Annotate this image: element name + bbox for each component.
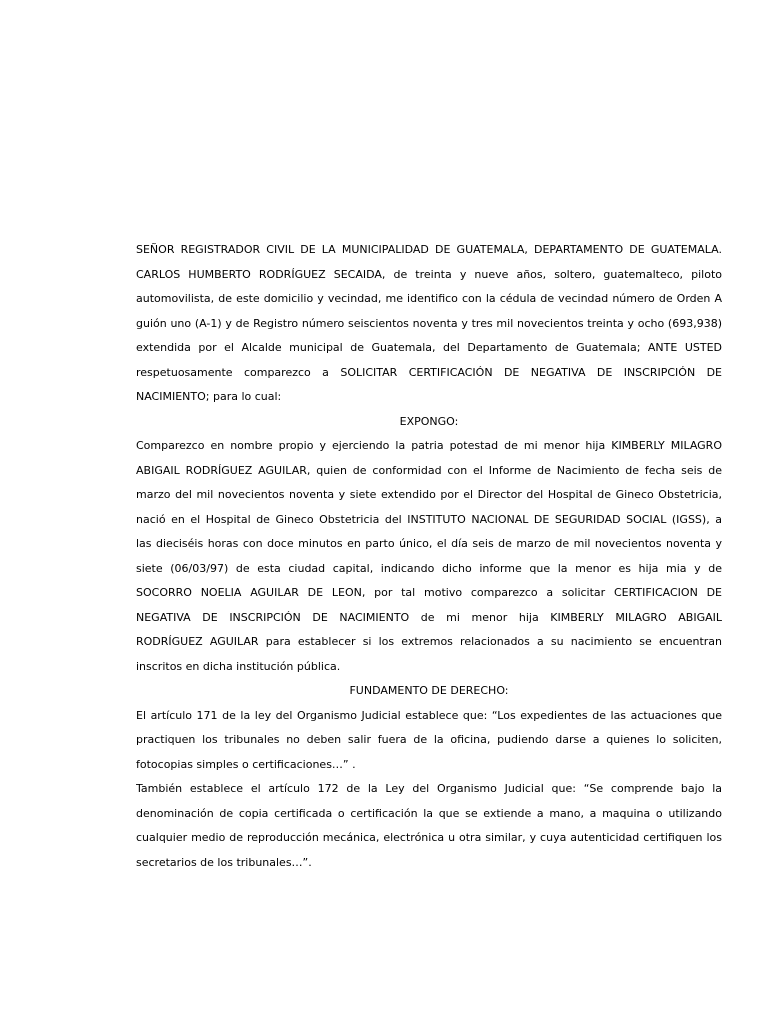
body-line: siete (06/03/97) de esta ciudad capital, indicando dicho informe que la menor es hija mia y de	[136, 561, 722, 575]
body-line: fotocopias simples o certificaciones…” .	[136, 757, 356, 771]
intro-line: respetuosamente comparezco a SOLICITAR CERTIFICACIÓN DE NEGATIVA DE INSCRIPCIÓN DE	[136, 365, 722, 379]
body-line: También establece el artículo 172 de la Ley del Organismo Judicial que: “Se comprende bajo la	[136, 782, 722, 795]
body-line: ABIGAIL RODRÍGUEZ AGUILAR, quien de conformidad con el Informe de Nacimiento de fecha seis de	[136, 463, 722, 477]
body-line: practiquen los tribunales no deben salir fuera de la oficina, pudiendo darse a quienes lo soliciten,	[136, 733, 722, 746]
body-line: denominación de copia certificada o certificación la que se extiende a mano, a maquina o utilizando	[136, 806, 722, 820]
body-line: RODRÍGUEZ AGUILAR para establecer si los extremos relacionados a su nacimiento se encuentran	[136, 635, 722, 648]
body-line: Comparezco en nombre propio y ejerciendo la patria potestad de mi menor hija KIMBERLY MILAGRO	[136, 439, 722, 452]
addressee-line: SEÑOR REGISTRADOR CIVIL DE LA MUNICIPALIDAD DE GUATEMALA, DEPARTAMENTO DE GUATEMALA.	[136, 243, 722, 256]
section-heading-fundamento: FUNDAMENTO DE DERECHO:	[349, 684, 509, 697]
body-line: SOCORRO NOELIA AGUILAR DE LEON, por tal motivo comparezco a solicitar CERTIFICACION DE	[136, 586, 722, 599]
intro-line: guión uno (A-1) y de Registro número seiscientos noventa y tres mil novecientos treinta y ocho (693,938)	[136, 316, 722, 330]
intro-line: NACIMIENTO; para lo cual:	[136, 390, 282, 403]
section-heading-expongo: EXPONGO:	[399, 414, 459, 428]
body-line: NEGATIVA DE INSCRIPCIÓN DE NACIMIENTO de mi menor hija KIMBERLY MILAGRO ABIGAIL	[136, 610, 722, 624]
body-line: inscritos en dicha institución pública.	[136, 659, 341, 673]
body-line: cualquier medio de reproducción mecánica, electrónica u otra similar, y cuya autenticidad certifiquen los	[136, 831, 722, 844]
body-line: marzo del mil novecientos noventa y siete extendido por el Director del Hospital de Gineco Obstetricia,	[136, 488, 722, 501]
body-line: nació en el Hospital de Gineco Obstetricia del INSTITUTO NACIONAL DE SEGURIDAD SOCIAL (IGSS), a	[136, 512, 722, 526]
document-body	[136, 238, 722, 875]
intro-line: extendida por el Alcalde municipal de Guatemala, del Departamento de Guatemala; ANTE USTED	[136, 341, 722, 354]
body-line: secretarios de los tribunales…”.	[136, 855, 312, 869]
body-line: El artículo 171 de la ley del Organismo Judicial establece que: “Los expedientes de las actuaciones que	[136, 708, 722, 722]
intro-line: CARLOS HUMBERTO RODRÍGUEZ SECAIDA, de treinta y nueve años, soltero, guatemalteco, piloto	[136, 267, 722, 281]
body-line: las dieciséis horas con doce minutos en parto único, el día seis de marzo de mil novecientos noventa y	[136, 537, 722, 550]
intro-line: automovilista, de este domicilio y vecindad, me identifico con la cédula de vecindad número de Orden A	[136, 292, 722, 305]
